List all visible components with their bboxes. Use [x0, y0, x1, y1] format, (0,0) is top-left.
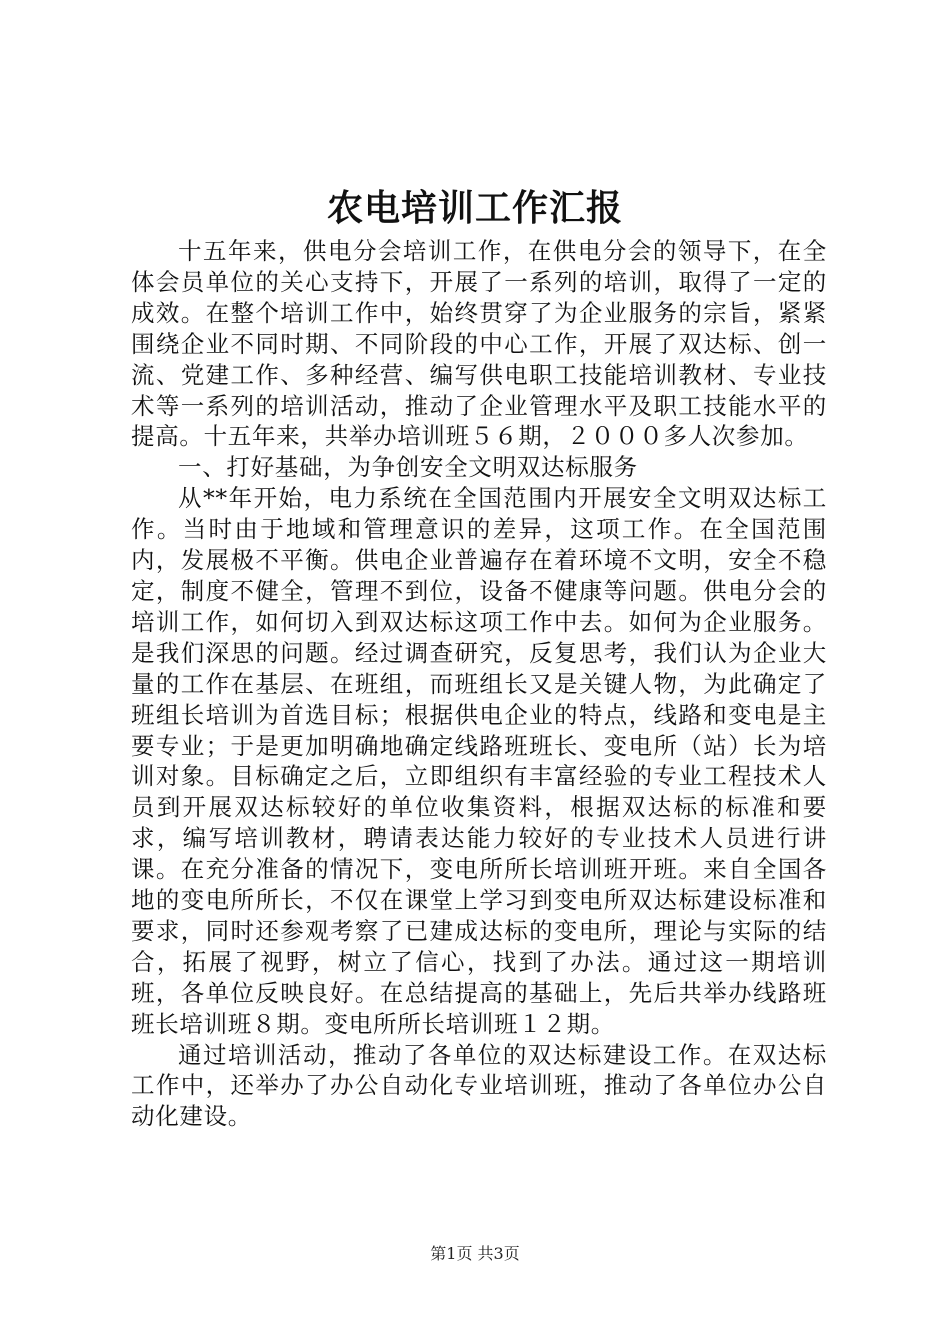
document-body	[131, 236, 827, 1132]
page-footer: 第1页 共3页	[430, 1244, 520, 1263]
document-title: 农电培训工作汇报	[326, 187, 623, 229]
paragraph-intro: 十五年来，供电分会培训工作，在供电分会的领导下，在全体会员单位的关心支持下，开展了一系列的培训，取得了一定的成效。在整个培训工作中，始终贯穿了为企业服务的宗旨，紧紧围绕企业不同时期、不同阶段的中心工作，开展了双达标、创一流、党建工作、多种经营、编写供电职工技能培训教材、专业技术等一系列的培训活动，推动了企业管理水平及职工技能水平的提高。十五年来，共举办培训班５６期，２０００多人次参加。	[131, 237, 827, 451]
paragraph-section-body: 从**年开始，电力系统在全国范围内开展安全文明双达标工作。当时由于地域和管理意识的差异，这项工作。在全国范围内，发展极不平衡。供电企业普遍存在着环境不文明，安全不稳定，制度不健全，管理不到位，设备不健康等问题。供电分会的培训工作，如何切入到双达标这项工作中去。如何为企业服务。是我们深思的问题。经过调查研究，反复思考，我们认为企业大量的工作在基层、在班组，而班组长又是关键人物，为此确定了班组长培训为首选目标；根据供电企业的特点，线路和变电是主要专业；于是更加明确地确定线路班班长、变电所（站）长为培训对象。目标确定之后，立即组织有丰富经验的专业工程技术人员到开展双达标较好的单位收集资料，根据双达标的标准和要求，编写培训教材，聘请表达能力较好的专业技术人员进行讲课。在充分准备的情况下，变电所所长培训班开班。来自全国各地的变电所所长，不仅在课堂上学习到变电所双达标建设标准和要求，同时还参观考察了已建成达标的变电所，理论与实际的结合，拓展了视野，树立了信心，找到了办法。通过这一期培训班，各单位反映良好。在总结提高的基础上，先后共举办线路班班长培训班８期。变电所所长培训班１２期。	[131, 484, 827, 1038]
paragraph-conclusion: 通过培训活动，推动了各单位的双达标建设工作。在双达标工作中，还举办了办公自动化专业培训班，推动了各单位办公自动化建设。	[131, 1040, 827, 1131]
section-heading: 一、打好基础，为争创安全文明双达标服务	[178, 453, 638, 482]
